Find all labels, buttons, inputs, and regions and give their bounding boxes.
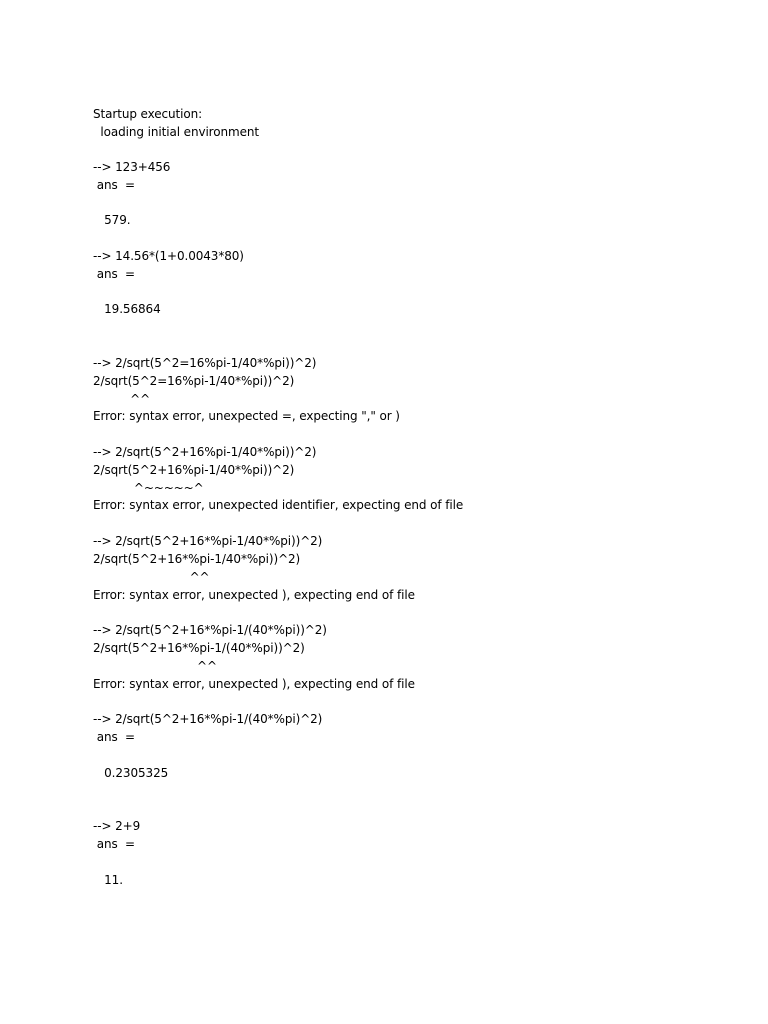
ans-label: ans = [93,837,136,851]
echo-line: 2/sqrt(5^2=16%pi-1/40*%pi))^2) [93,374,295,388]
result-value: 19.56864 [93,302,161,316]
ans-label: ans = [93,730,136,744]
ans-label: ans = [93,267,136,281]
ans-label: ans = [93,178,136,192]
command-line: --> 123+456 [93,160,171,174]
error-message: Error: syntax error, unexpected ), expecting end of file [93,588,415,602]
command-line: --> 2/sqrt(5^2+16*%pi-1/(40*%pi))^2) [93,623,327,637]
error-marker: ^^ [93,392,151,406]
error-message: Error: syntax error, unexpected ), expecting end of file [93,677,415,691]
echo-line: 2/sqrt(5^2+16*%pi-1/40*%pi))^2) [93,552,301,566]
command-line: --> 2/sqrt(5^2+16%pi-1/40*%pi))^2) [93,445,317,459]
startup-subtext: loading initial environment [93,125,259,139]
command-line: --> 2/sqrt(5^2+16*%pi-1/40*%pi))^2) [93,534,323,548]
result-value: 579. [93,213,131,227]
result-value: 0.2305325 [93,766,169,780]
result-value: 11. [93,873,123,887]
echo-line: 2/sqrt(5^2+16%pi-1/40*%pi))^2) [93,463,295,477]
error-marker: ^^ [93,659,217,673]
error-message: Error: syntax error, unexpected identifier, expecting end of file [93,498,464,512]
echo-line: 2/sqrt(5^2+16*%pi-1/(40*%pi))^2) [93,641,305,655]
command-line: --> 14.56*(1+0.0043*80) [93,249,244,263]
startup-heading: Startup execution: [93,107,203,121]
command-line: --> 2+9 [93,819,141,833]
error-message: Error: syntax error, unexpected =, expecting "," or ) [93,409,400,423]
command-line: --> 2/sqrt(5^2+16*%pi-1/(40*%pi)^2) [93,712,323,726]
command-line: --> 2/sqrt(5^2=16%pi-1/40*%pi))^2) [93,356,317,370]
error-marker: ^~~~~~^ [93,481,204,495]
error-marker: ^^ [93,570,210,584]
